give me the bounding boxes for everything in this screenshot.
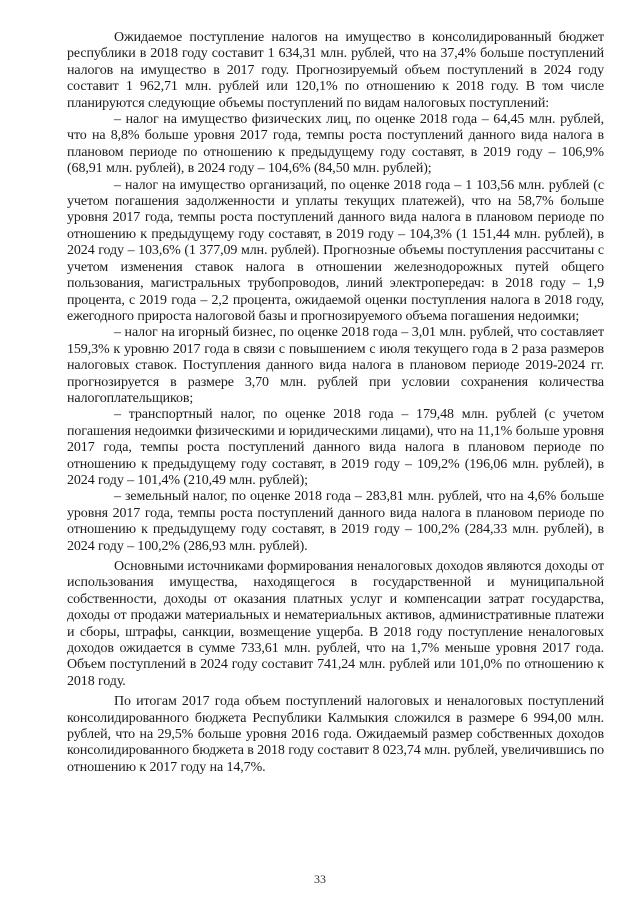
page-number: 33 — [314, 872, 326, 886]
paragraph-gambling-tax: – налог на игорный бизнес, по оценке 2018 года – 3,01 млн. рублей, что составляет 159,3% к уровню 2017 года в связи с повышением с июля текущего года в 2 раза размеров налоговых ставок. Поступления данного вида налога в плановом периоде 2019-2024 гг. прогнозируется в размере 3,70 млн. рублей при условии сохранения количества налогоплательщиков; — [67, 325, 604, 406]
paragraph-2017-results: По итогам 2017 года объем поступлений налоговых и неналоговых поступлений консолидированного бюджета Республики Калмыкия сложился в размере 6 994,00 млн. рублей, что на 29,5% больше уровня 2016 года. Ожидаемый размер собственных доходов консолидированного бюджета в 2018 году составит 8 023,74 млн. рублей, увеличившись по отношению к 2017 году на 14,7%. — [67, 694, 604, 775]
paragraph-organization-property-tax: – налог на имущество организаций, по оценке 2018 года – 1 103,56 млн. рублей (с учетом погашения задолженности и уплаты текущих платежей), что на 58,7% больше уровня 2017 года, темпы роста поступлений данного вида налога в плановом периоде по отношению к предыдущему году составят, в 2019 году – 104,3% (1 151,44 млн. рублей), в 2024 году – 103,6% (1 377,09 млн. рублей). Прогнозные объемы поступления рассчитаны с учетом изменения ставок налога в отношении железнодорожных путей общего пользования, магистральных трубопроводов, линий электропередач: в 2018 году – 1,9 процента, с 2019 года – 2,2 процента, ожидаемой оценки поступления налога в 2018 году, ежегодного прироста налоговой базы и прогнозируемого объема погашения недоимки; — [67, 177, 604, 324]
paragraph-land-tax: – земельный налог, по оценке 2018 года – 283,81 млн. рублей, что на 4,6% больше уровня 2017 года, темпы роста поступлений данного вида налога в плановом периоде по отношению к предыдущему году составят, в 2019 году – 100,2% (284,33 млн. рублей), в 2024 году – 100,2% (286,93 млн. рублей). — [67, 489, 604, 554]
paragraph-non-tax-income: Основными источниками формирования неналоговых доходов являются доходы от использования имущества, находящегося в государственной и муниципальной собственности, доходы от оказания платных услуг и компенсации затрат государства, доходы от продажи материальных и нематериальных активов, административные платежи и сборы, штрафы, санкции, возмещение ущерба. В 2018 году поступление неналоговых доходов ожидается в сумме 733,61 млн. рублей, что на 1,7% меньше уровня 2017 года. Объем поступлений в 2024 году составит 741,24 млн. рублей или 101,0% по отношению к 2018 году. — [67, 559, 604, 689]
paragraph-individual-property-tax: – налог на имущество физических лиц, по оценке 2018 года – 64,45 млн. рублей, что на 8,8% больше уровня 2017 года, темпы роста поступлений данного вида налога в плановом периоде по отношению к предыдущему году составят, в 2019 году – 106,9% (68,91 млн. рублей), в 2024 году – 104,6% (84,50 млн. рублей); — [67, 112, 604, 177]
paragraph-property-tax-intro: Ожидаемое поступление налогов на имущество в консолидированный бюджет республики в 2018 году составит 1 634,31 млн. рублей, что на 37,4% больше поступлений налогов на имущество в 2017 году. Прогнозируемый объем поступлений в 2024 году составит 1 962,71 млн. рублей или 120,1% по отношению к 2018 году. В том числе планируются следующие объемы поступлений по видам налоговых поступлений: — [67, 30, 604, 111]
paragraph-transport-tax: – транспортный налог, по оценке 2018 года – 179,48 млн. рублей (с учетом погашения недоимки физическими и юридическими лицами), что на 11,1% больше уровня 2017 года, темпы роста поступлений данного вида налога в плановом периоде по отношению к предыдущему году составят, в 2019 году – 109,2% (196,06 млн. рублей), в 2024 году – 101,4% (210,49 млн. рублей); — [67, 407, 604, 488]
